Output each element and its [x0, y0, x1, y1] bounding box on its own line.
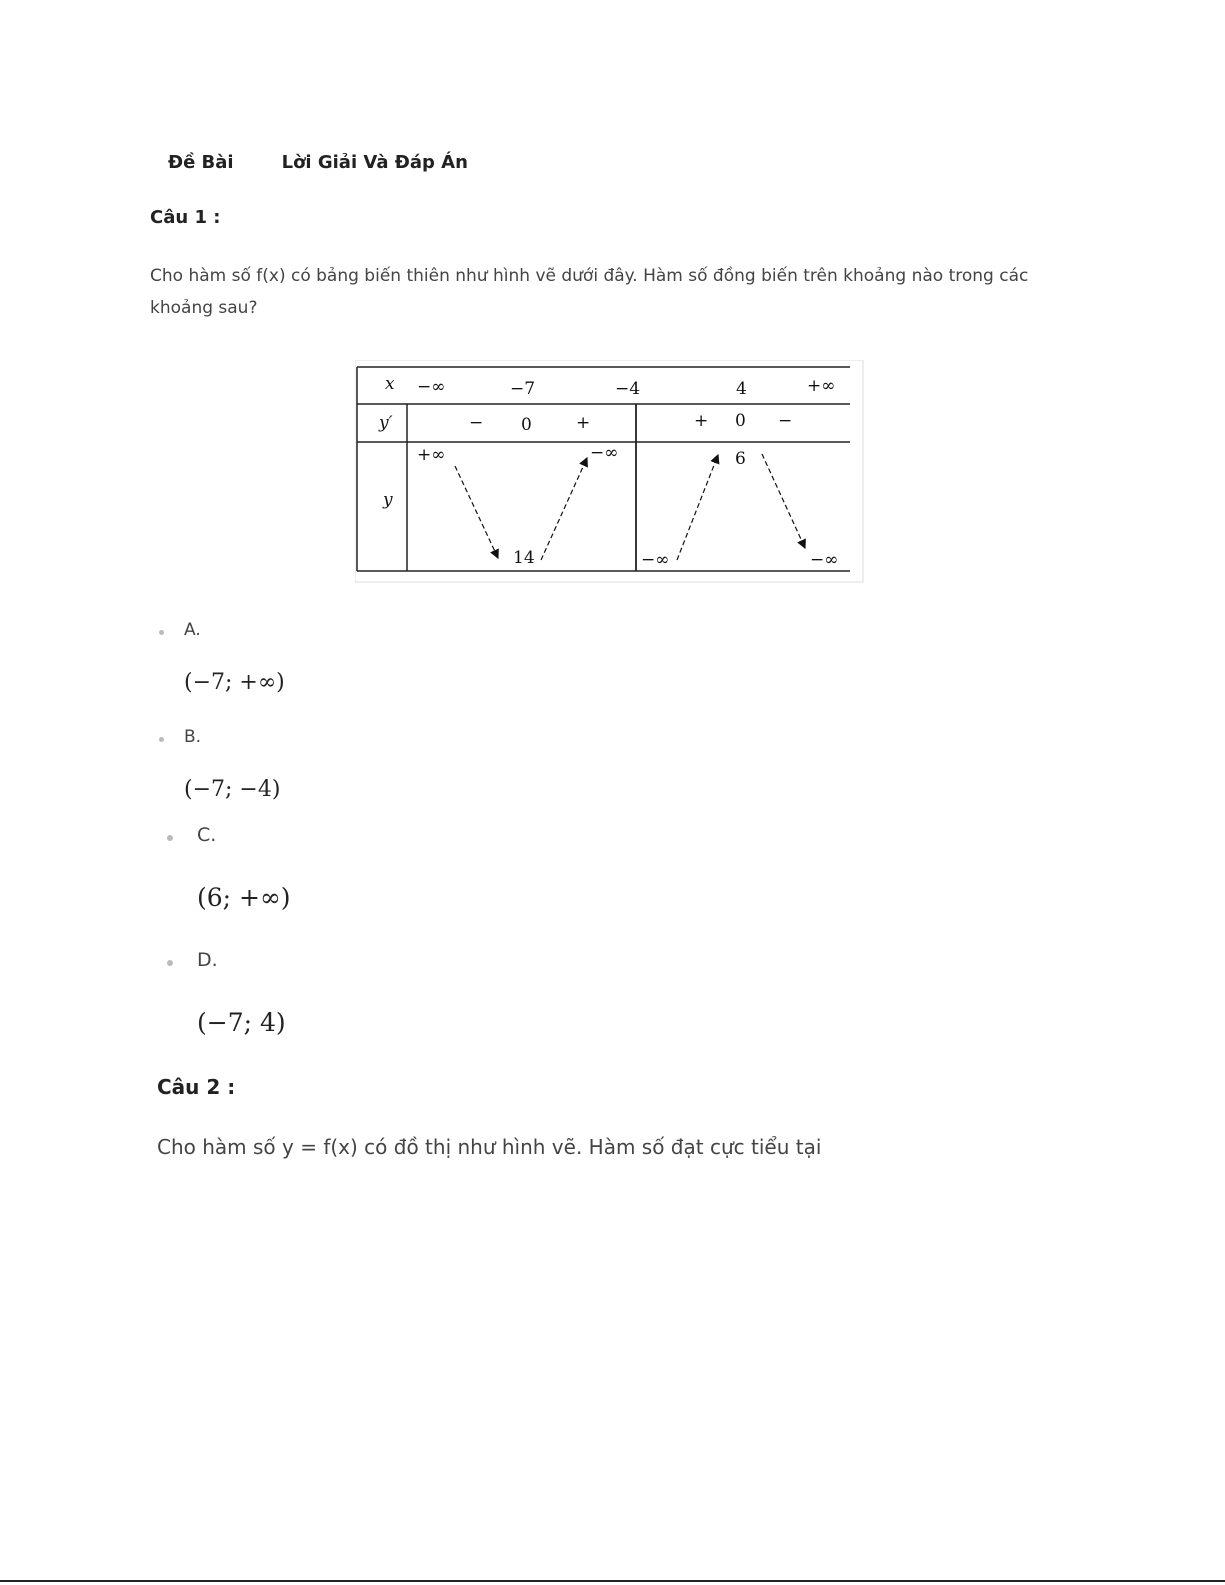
option-a-label[interactable]: A.	[184, 620, 201, 640]
y-value: 6	[735, 449, 746, 469]
y-value: −∞	[590, 443, 619, 463]
row-label-yprime: y′	[379, 413, 393, 433]
row-label-y: y	[383, 490, 393, 510]
bullet	[159, 630, 164, 635]
x-value: −7	[510, 379, 536, 399]
tab-loi-giai[interactable]: Lời Giải Và Đáp Án	[281, 152, 468, 173]
bullet	[167, 835, 173, 841]
y-value: −∞	[641, 550, 670, 570]
x-value: +∞	[807, 376, 836, 396]
yprime-sign: −	[469, 413, 484, 433]
option-d-value: (−7; 4)	[197, 1008, 286, 1037]
page-bottom-border	[0, 1580, 1225, 1582]
yprime-zero: 0	[735, 411, 746, 431]
variation-table	[355, 360, 865, 584]
option-d-label[interactable]: D.	[197, 949, 218, 971]
y-value: −∞	[810, 550, 839, 570]
y-value: 14	[513, 548, 535, 568]
question-1-title: Câu 1 :	[150, 207, 221, 228]
yprime-sign: +	[694, 411, 709, 431]
x-value: 4	[736, 379, 747, 399]
option-c-value: (6; +∞)	[197, 883, 291, 912]
option-a-value: (−7; +∞)	[184, 670, 285, 695]
tab-de-bai[interactable]: Đề Bài	[168, 152, 234, 173]
question-2-title: Câu 2 :	[157, 1075, 236, 1099]
x-value: −4	[615, 379, 641, 399]
bullet	[167, 960, 173, 966]
yprime-sign: +	[576, 413, 591, 433]
tab-bar	[168, 152, 468, 173]
yprime-sign: −	[778, 411, 793, 431]
y-value: +∞	[417, 445, 446, 465]
option-b-label[interactable]: B.	[184, 727, 202, 747]
yprime-zero: 0	[521, 415, 532, 435]
row-label-x: x	[385, 374, 395, 394]
option-c-label[interactable]: C.	[197, 824, 217, 846]
bullet	[159, 737, 164, 742]
option-b-value: (−7; −4)	[184, 777, 281, 802]
x-value: −∞	[417, 377, 446, 397]
question-1-text: Cho hàm số f(x) có bảng biến thiên như hình vẽ dưới đây. Hàm số đồng biến trên khoảng nào trong các khoảng sau?	[150, 266, 1029, 318]
question-2-text: Cho hàm số y = f(x) có đồ thị như hình vẽ. Hàm số đạt cực tiểu tại	[157, 1135, 822, 1159]
